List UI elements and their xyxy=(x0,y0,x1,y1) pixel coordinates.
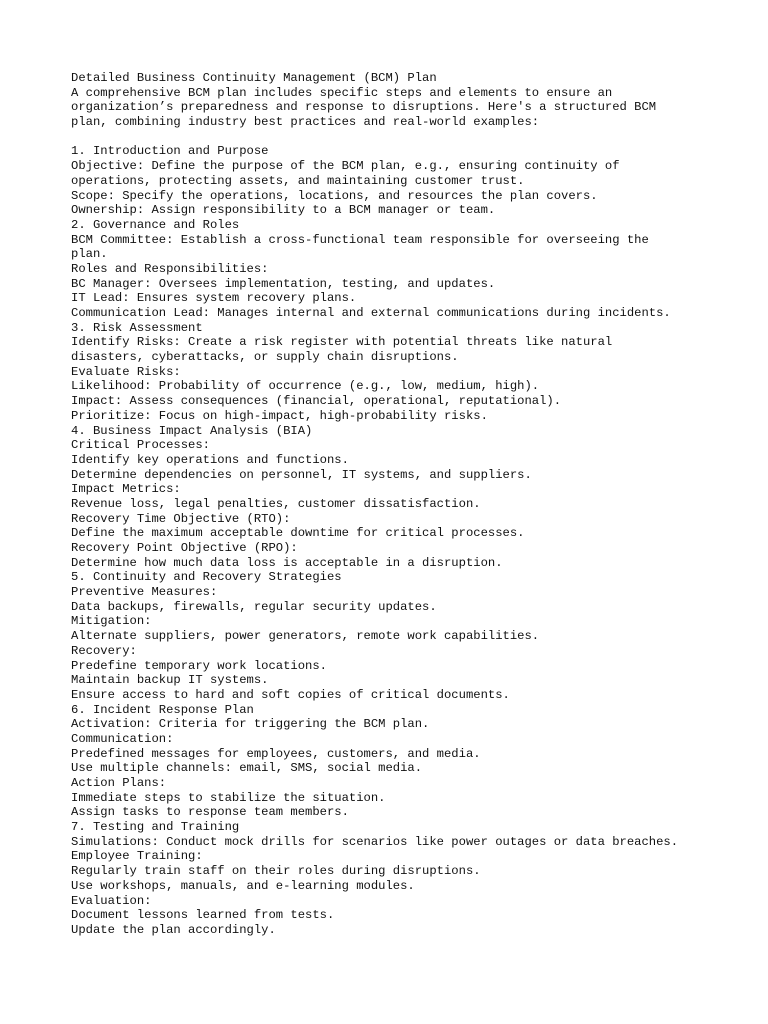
section-heading: 5. Continuity and Recovery Strategies xyxy=(71,570,342,585)
body-line: plan. xyxy=(71,247,108,262)
body-line: Maintain backup IT systems. xyxy=(71,673,269,688)
body-line: disasters, cyberattacks, or supply chain disruptions. xyxy=(71,350,459,365)
intro-paragraph xyxy=(71,86,761,130)
section-heading: 4. Business Impact Analysis (BIA) xyxy=(71,423,313,438)
body-line: Action Plans: xyxy=(71,776,167,790)
body-line: Data backups, firewalls, regular security updates. xyxy=(71,599,437,614)
intro-line: organization’s preparedness and response to disruptions. Here's a structured BCM xyxy=(71,100,657,115)
body-line: Scope: Specify the operations, locations, and resources the plan covers. xyxy=(71,188,598,203)
intro-line: plan, combining industry best practices and real-world examples: xyxy=(71,115,540,130)
intro-line: A comprehensive BCM plan includes specific steps and elements to ensure an xyxy=(71,85,613,100)
body-line: Predefined messages for employees, customers, and media. xyxy=(71,746,481,761)
body-line: Objective: Define the purpose of the BCM plan, e.g., ensuring continuity of xyxy=(71,159,620,174)
body-line: Impact: Assess consequences (financial, operational, reputational). xyxy=(71,394,562,409)
body-line: Use multiple channels: email, SMS, social media. xyxy=(71,761,423,776)
body-line: IT Lead: Ensures system recovery plans. xyxy=(71,291,357,306)
body-line: Communication: xyxy=(71,731,174,746)
document-page xyxy=(71,71,761,938)
body-line: Recovery Point Objective (RPO): xyxy=(71,541,298,555)
body-line: Determine dependencies on personnel, IT systems, and suppliers. xyxy=(71,467,532,482)
body-line: Update the plan accordingly. xyxy=(71,922,276,937)
body-line: Determine how much data loss is acceptable in a disruption. xyxy=(71,555,503,570)
body-line: Recovery: xyxy=(71,643,137,658)
body-line: Revenue loss, legal penalties, customer dissatisfaction. xyxy=(71,496,481,511)
body-line: BCM Committee: Establish a cross-functional team responsible for overseeing the xyxy=(71,232,649,247)
section-heading: 3. Risk Assessment xyxy=(71,320,203,335)
body-line: Employee Training: xyxy=(71,849,203,864)
body-line: Preventive Measures: xyxy=(71,585,218,600)
section-heading: 7. Testing and Training xyxy=(71,820,240,835)
body-line: Identify Risks: Create a risk register with potential threats like natural xyxy=(71,335,613,350)
document-body xyxy=(71,144,761,937)
body-line: Impact Metrics: xyxy=(71,482,181,497)
paragraph-spacer xyxy=(71,130,761,145)
body-line: Predefine temporary work locations. xyxy=(71,658,327,673)
body-line: Ownership: Assign responsibility to a BCM manager or team. xyxy=(71,203,496,218)
body-line: Critical Processes: xyxy=(71,438,210,453)
body-line: Recovery Time Objective (RTO): xyxy=(71,511,291,526)
body-line: Assign tasks to response team members. xyxy=(71,805,349,820)
body-line: Use workshops, manuals, and e-learning modules. xyxy=(71,878,415,893)
body-line: Communication Lead: Manages internal and external communications during incidents. xyxy=(71,306,671,320)
body-line: Roles and Responsibilities: xyxy=(71,261,269,276)
body-line: Ensure access to hard and soft copies of critical documents. xyxy=(71,687,510,702)
body-line: Mitigation: xyxy=(71,614,152,629)
document-title: Detailed Business Continuity Management (BCM) Plan xyxy=(71,71,437,85)
body-line: BC Manager: Oversees implementation, testing, and updates. xyxy=(71,276,496,291)
body-line: Simulations: Conduct mock drills for scenarios like power outages or data breaches. xyxy=(71,834,679,849)
body-line: Prioritize: Focus on high-impact, high-probability risks. xyxy=(71,408,488,423)
body-line: Define the maximum acceptable downtime for critical processes. xyxy=(71,526,525,541)
body-line: Immediate steps to stabilize the situation. xyxy=(71,790,386,805)
section-heading: 2. Governance and Roles xyxy=(71,217,240,232)
body-line: Evaluation: xyxy=(71,893,152,908)
body-line: Document lessons learned from tests. xyxy=(71,908,335,923)
body-line: Alternate suppliers, power generators, remote work capabilities. xyxy=(71,629,540,644)
body-line: Identify key operations and functions. xyxy=(71,452,349,467)
body-line: Activation: Criteria for triggering the BCM plan. xyxy=(71,717,430,732)
body-line: operations, protecting assets, and maintaining customer trust. xyxy=(71,173,525,188)
section-heading: 6. Incident Response Plan xyxy=(71,702,254,717)
body-line: Evaluate Risks: xyxy=(71,364,181,379)
body-line: Regularly train staff on their roles during disruptions. xyxy=(71,864,481,879)
body-line: Likelihood: Probability of occurrence (e.g., low, medium, high). xyxy=(71,379,540,394)
section-heading: 1. Introduction and Purpose xyxy=(71,144,269,159)
